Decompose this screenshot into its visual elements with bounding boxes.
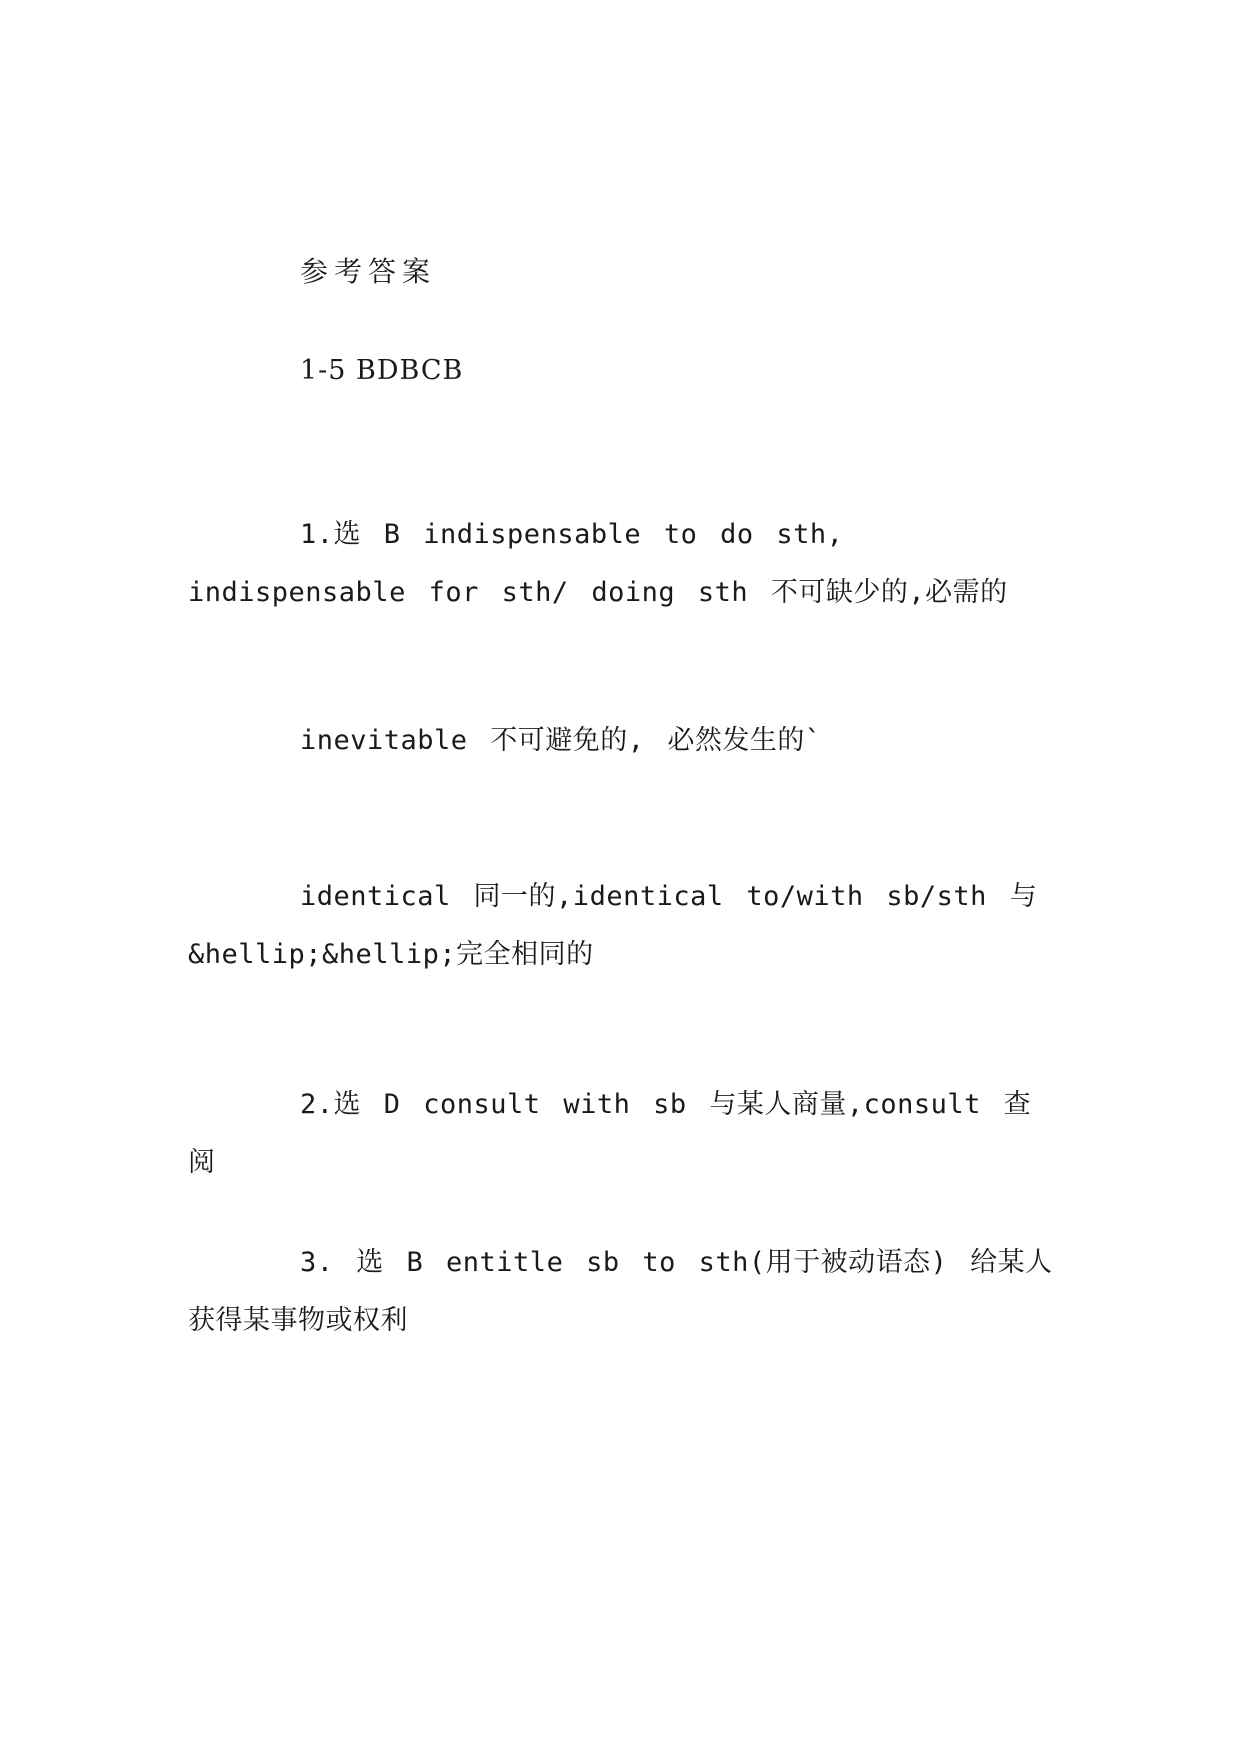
explanation-paragraph-3: identical 同一的,identical to/with sb/sth 与&hellip;&hellip;完全相同的: [188, 881, 1038, 970]
explanation-paragraph-4: 2.选 D consult with sb 与某人商量,consult 查阅: [188, 1089, 1032, 1178]
explanation-paragraph-2: inevitable 不可避免的, 必然发生的`: [300, 725, 822, 756]
explanation-paragraph-1: 1.选 B indispensable to do sth, indispensable for sth/ doing sth 不可缺少的,必需的: [188, 519, 1008, 608]
answer-heading: 参考答案: [300, 255, 437, 288]
explanation-paragraph-5: 3. 选 B entitle sb to sth(用于被动语态) 给某人获得某事物或权利: [188, 1247, 1053, 1336]
answer-key-line: 1-5 BDBCB: [300, 355, 464, 386]
